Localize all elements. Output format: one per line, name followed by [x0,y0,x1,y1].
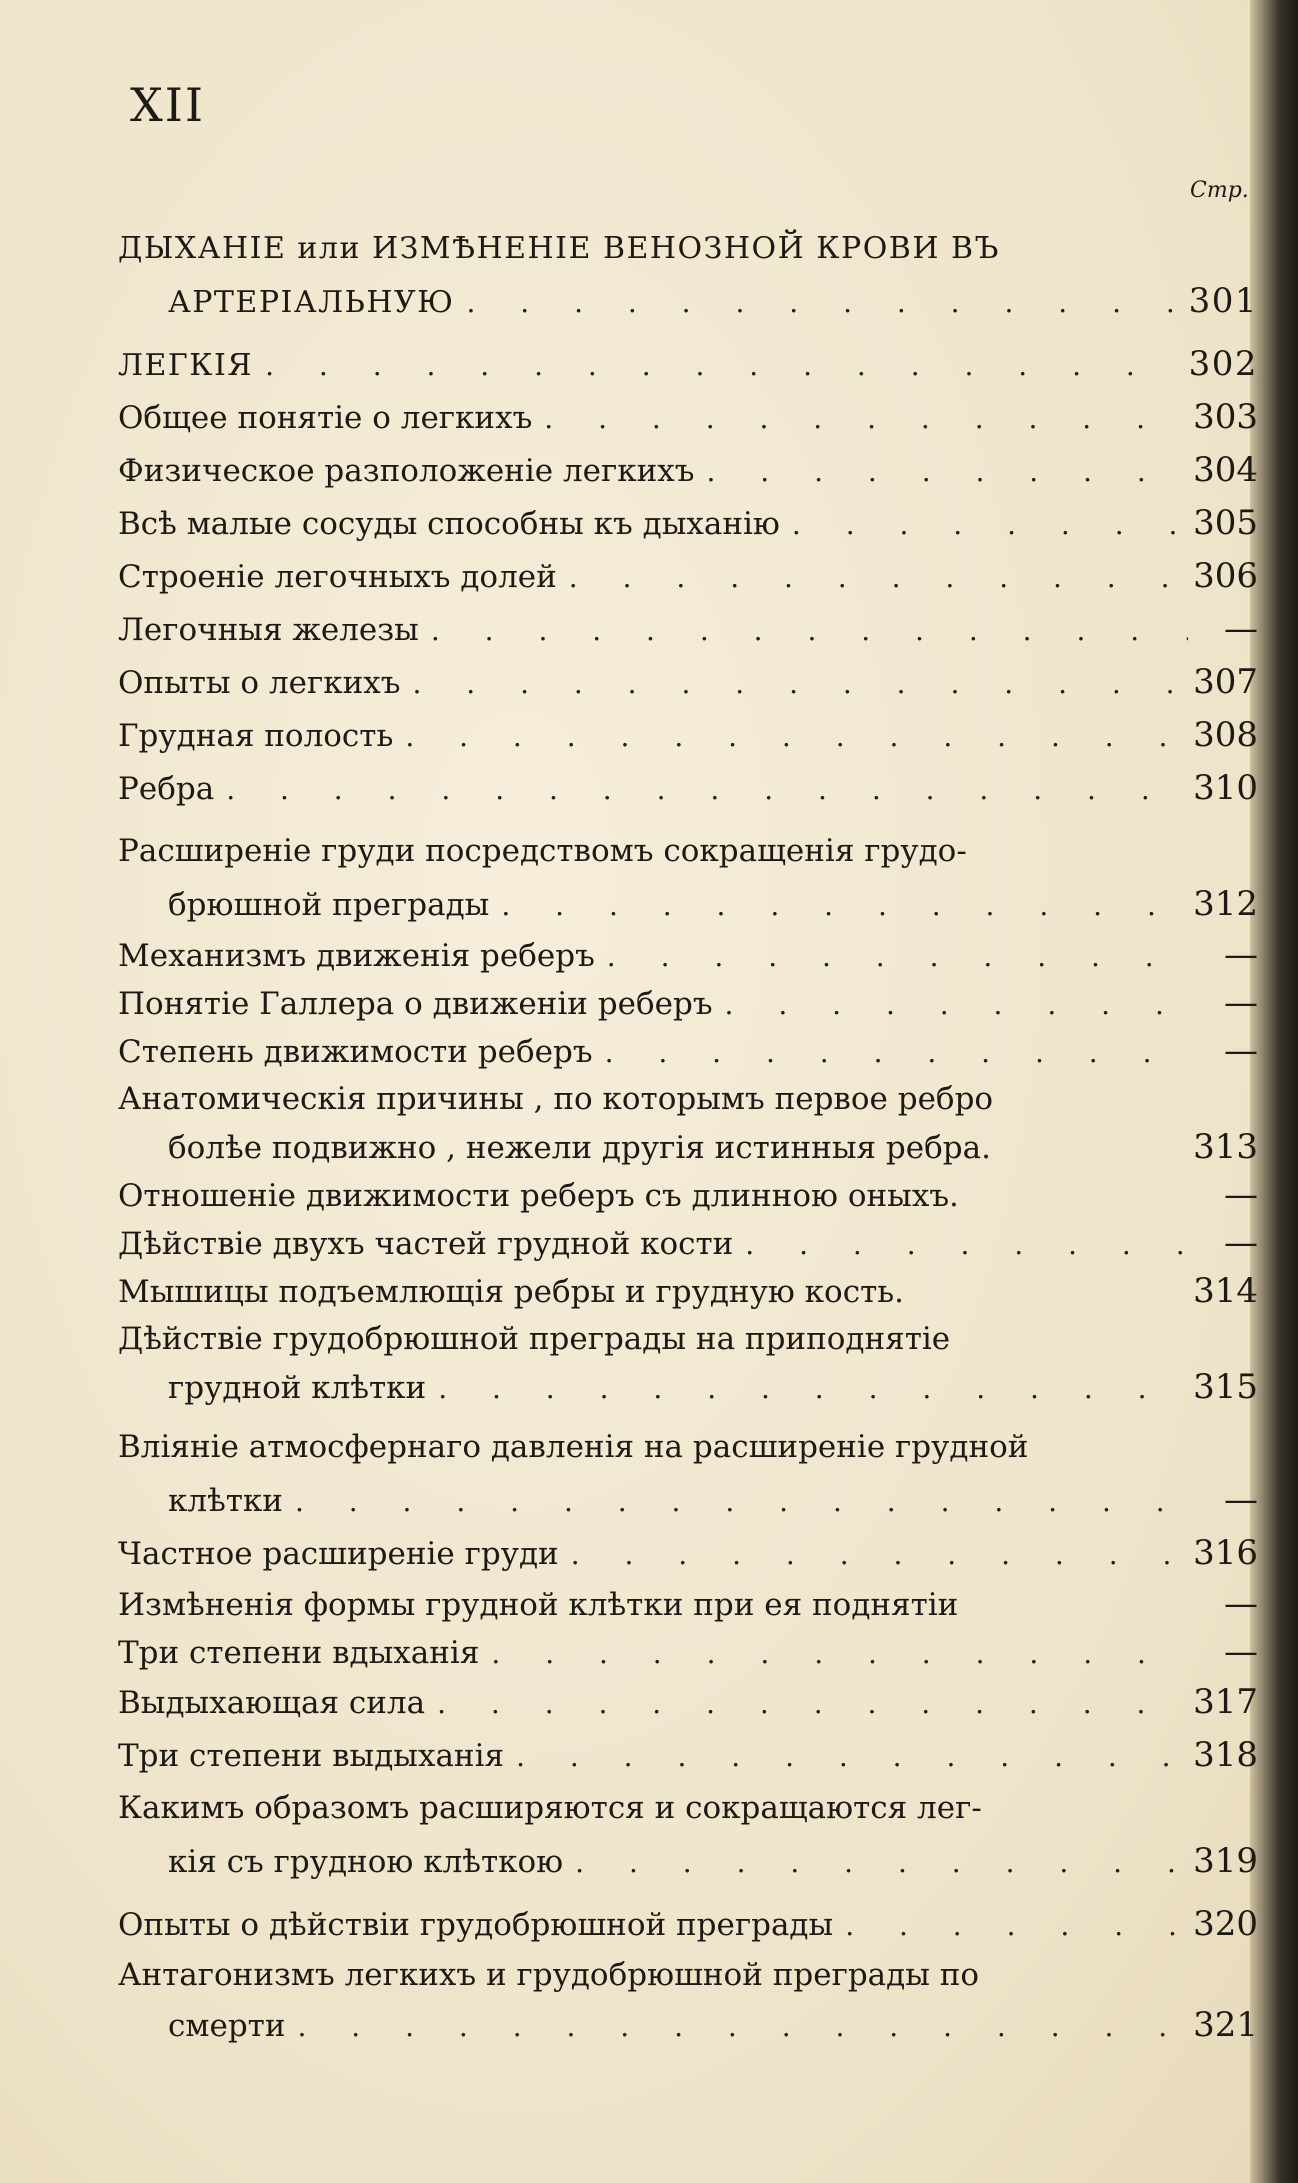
toc-entry [118,1267,1258,1315]
dot-leader [845,1899,1181,1952]
toc-entry [118,1123,1258,1171]
toc-entry-page: 314 [1193,1271,1258,1311]
toc-entry [118,656,1258,709]
toc-entry-title: ЛЕГКІЯ [118,348,254,383]
toc-entry-page: 316 [1193,1533,1258,1573]
dot-leader [792,498,1181,551]
dot-leader [466,276,1176,329]
toc-entry-title: Легочныя железы [118,612,419,648]
toc-entry-page: 302 [1188,344,1258,384]
dot-leader [297,2000,1181,2053]
toc-entry [118,497,1258,550]
toc-entry-title: брюшной преграды [168,887,490,923]
toc-entry [118,1421,1258,1474]
toc-entry-title: Опыты о легкихъ [118,665,401,701]
toc-entry-page: — [1224,1480,1258,1520]
toc-entry [118,1027,1258,1075]
toc-entry-page: 318 [1193,1735,1258,1775]
page-column-header: Стр. [1190,178,1249,203]
toc-entry-title: Строеніе легочныхъ долей [118,559,557,595]
toc-entry [118,1580,1258,1628]
toc-entry-page: 321 [1193,2005,1258,2045]
toc-entry-page: 305 [1193,503,1258,543]
dot-leader [431,604,1188,657]
toc-entry-title: Расширеніе груди посредствомъ сокращенія грудо- [118,833,967,869]
dot-leader [295,1475,1188,1528]
toc-entry [118,1219,1258,1267]
toc-entry-page: 301 [1188,281,1258,321]
dot-leader [544,392,1181,445]
dot-leader [575,1836,1181,1889]
toc-entry-page: 308 [1193,715,1258,755]
toc-entry [118,1999,1258,2052]
toc-entry-title: Физическое разположеніе легкихъ [118,453,695,489]
toc-entry-title: Измѣненія формы грудной клѣтки при ея поднятіи [118,1587,959,1623]
toc-entry-title: Ребра [118,771,215,807]
toc-entry-title: кія съ грудною клѣткою [168,1844,564,1880]
dot-leader [605,1029,1188,1077]
toc-entry-page: — [1224,609,1258,649]
dot-leader [516,1730,1181,1783]
table-of-contents [118,222,1258,2052]
toc-entry-title: грудной клѣтки [168,1370,427,1406]
toc-entry-title: Три степени выдыханія [118,1738,505,1774]
toc-entry [118,275,1258,328]
toc-entry-page: — [1224,1632,1258,1672]
toc-entry-title: смерти [168,2008,286,2044]
toc-entry-title: Три степени вдыханія [118,1635,480,1671]
toc-entry [118,1628,1258,1676]
toc-entry [118,1171,1258,1219]
toc-entry-page: 303 [1193,397,1258,437]
dot-leader [412,657,1181,710]
toc-entry-page: 310 [1193,768,1258,808]
toc-entry-title: Какимъ образомъ расширяются и сокращаются лег- [118,1790,982,1826]
toc-entry-page: 306 [1193,556,1258,596]
toc-entry-title: болѣе подвижно , нежели другія истинныя ребра. [168,1130,991,1166]
toc-entry-title: Анатомическія причины , по которымъ первое ребро [118,1081,994,1117]
dot-leader [569,551,1181,604]
toc-entry [118,931,1258,979]
toc-entry [118,1363,1258,1411]
toc-entry-title: Антагонизмъ легкихъ и грудобрюшной преграды по [118,1957,980,1993]
toc-entry-title: Дѣйствіе грудобрюшной преграды на приподнятіе [118,1321,951,1357]
toc-entry-title: Механизмъ движенія реберъ [118,938,595,974]
toc-entry [118,444,1258,497]
toc-entry [118,338,1258,391]
toc-entry-page: 320 [1193,1904,1258,1944]
toc-entry-page: — [1224,983,1258,1023]
toc-entry-title: клѣтки [168,1483,283,1519]
dot-leader [491,1630,1188,1678]
toc-entry [118,1527,1258,1580]
toc-entry-title: Понятіе Галлера о движеніи реберъ [118,986,713,1022]
dot-leader [226,763,1181,816]
toc-entry-page: 312 [1193,884,1258,924]
toc-entry-page: 307 [1193,662,1258,702]
toc-entry-title: Вліяніе атмосфернаго давленія на расширеніе грудной [118,1429,1029,1465]
dot-leader [405,710,1181,763]
toc-entry-page: 304 [1193,450,1258,490]
toc-entry-title: Степень движимости реберъ [118,1034,593,1070]
toc-entry-title: Отношеніе движимости реберъ съ длинною оныхъ. [118,1178,959,1214]
toc-entry-title: Дѣйствіе двухъ частей грудной кости [118,1226,734,1262]
dot-leader [437,1677,1181,1730]
toc-entry [118,825,1258,878]
toc-entry [118,1782,1258,1835]
toc-entry-title: АРТЕРІАЛЬНУЮ [168,285,455,320]
toc-entry-title: ДЫХАНІЕ или ИЗМѢНЕНІЕ ВЕНОЗНОЙ КРОВИ ВЪ [118,231,1000,266]
toc-entry [118,762,1258,815]
toc-entry-page: — [1224,1031,1258,1071]
toc-entry-title: Грудная полость [118,718,394,754]
toc-entry-page: 313 [1193,1127,1258,1167]
toc-entry-page: — [1224,1223,1258,1263]
toc-entry [118,1729,1258,1782]
toc-entry-title: Выдыхающая сила [118,1685,426,1721]
dot-leader [438,1365,1181,1413]
toc-entry [118,1835,1258,1888]
dot-leader [725,981,1188,1029]
toc-entry [118,222,1258,275]
toc-entry-title: Опыты о дѣйствіи грудобрюшной преграды [118,1907,834,1943]
dot-leader [607,933,1188,981]
toc-entry-page: 315 [1193,1367,1258,1407]
toc-entry-title: Мышицы подъемлющія ребры и грудную кость. [118,1274,904,1310]
toc-entry [118,1315,1258,1363]
toc-entry [118,603,1258,656]
toc-entry-title: Всѣ малые сосуды способны къ дыханію [118,506,780,542]
toc-entry [118,709,1258,762]
dot-leader [265,339,1177,392]
dot-leader [571,1528,1181,1581]
toc-entry [118,1898,1258,1951]
toc-entry [118,1474,1258,1527]
toc-entry [118,550,1258,603]
toc-entry [118,1951,1258,1999]
toc-entry [118,1075,1258,1123]
toc-entry-page: — [1224,1584,1258,1624]
page-number: XII [130,78,206,132]
toc-entry [118,1676,1258,1729]
toc-entry-title: Частное расширеніе груди [118,1536,559,1572]
toc-entry [118,391,1258,444]
toc-entry-page: 319 [1193,1841,1258,1881]
toc-entry-page: 317 [1193,1682,1258,1722]
toc-entry-page: — [1224,935,1258,975]
dot-leader [706,445,1181,498]
toc-entry-title: Общее понятіе о легкихъ [118,400,533,436]
toc-entry [118,878,1258,931]
toc-entry-page: — [1224,1175,1258,1215]
toc-entry [118,979,1258,1027]
dot-leader [745,1221,1188,1269]
dot-leader [501,879,1181,932]
